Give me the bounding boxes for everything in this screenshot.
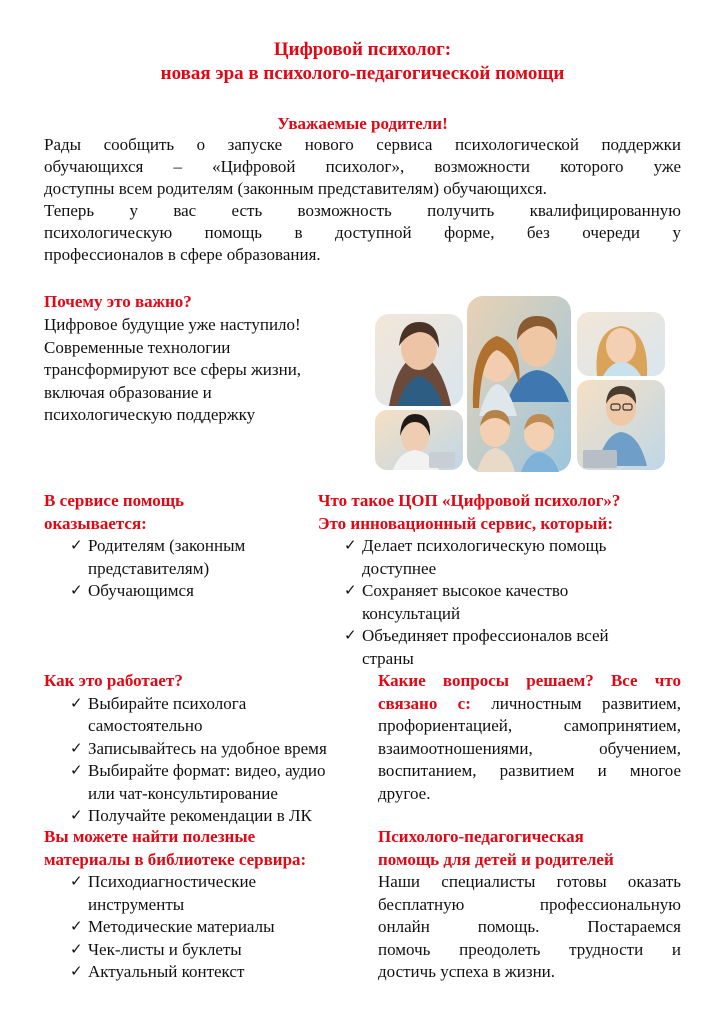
check-icon: ✓	[70, 874, 83, 890]
support-heading: Психолого-педагогическая помощь для детей и родителей	[378, 827, 614, 869]
check-icon: ✓	[70, 583, 83, 599]
library-list	[44, 871, 374, 984]
psychologist-man-laptop	[577, 380, 665, 470]
list-item: ✓ Выбирайте психолога самостоятельно	[70, 693, 247, 735]
what-section	[318, 490, 688, 670]
check-icon: ✓	[70, 695, 83, 712]
check-icon: ✓	[344, 583, 357, 599]
family-illustration	[367, 290, 673, 475]
check-icon: ✓	[70, 919, 83, 935]
list-item: ✓ Актуальный контекст	[44, 961, 374, 984]
intro-text: Рады сообщить о запуске нового сервиса психологической поддержки обучающихся – «Цифровой психолог», возможности которого уже доступны всем родителям (законным представителям) обучающихся. Теперь у вас есть возможность получить квалифицированную психологическую помощь в доступной форме, без очереди у профессионалов в сфере образования.	[44, 135, 681, 264]
how-heading: Как это работает?	[44, 671, 183, 690]
help-section	[44, 490, 314, 603]
greeting: Уважаемые родители!	[277, 114, 448, 133]
list-item: ✓ Объединяет профессионалов всей страны	[344, 626, 609, 668]
illustration-svg	[367, 290, 673, 475]
support-section: Психолого-педагогическая помощь для детей и родителей Наши специалисты готовы оказать бесплатную профессиональную онлайн помощь. Постараемся помочь преодолеть трудности и достичь успеха в жизни.	[378, 827, 681, 981]
check-icon: ✓	[70, 808, 83, 824]
help-list	[44, 535, 314, 603]
questions-heading: Какие вопросы решаем? Все что	[378, 671, 681, 690]
check-icon: ✓	[70, 763, 83, 779]
family-portrait	[467, 296, 571, 472]
help-heading: В сервисе помощь оказывается:	[44, 491, 185, 533]
list-item: ✓ Родителям (законным представителям)	[70, 536, 246, 578]
questions-text-line: связано с: личностным развитием,	[378, 693, 681, 713]
what-heading: Что такое ЦОП «Цифровой психолог»? Это инновационный сервис, который:	[318, 491, 621, 533]
list-item: ✓ Делает психологическую помощь доступнее	[344, 536, 607, 578]
what-list	[318, 535, 688, 670]
psychologist-woman-portrait	[375, 314, 463, 406]
list-item: ✓ Записывайтесь на удобное время	[44, 738, 374, 761]
check-icon: ✓	[344, 628, 357, 644]
how-list	[44, 693, 374, 828]
smiling-woman-portrait	[577, 312, 665, 376]
list-item: ✓ Обучающимся	[44, 580, 314, 603]
library-section	[44, 826, 374, 984]
list-item: ✓ Сохраняет высокое качество консультаций	[344, 581, 569, 623]
check-icon: ✓	[70, 538, 83, 554]
questions-section: Какие вопросы решаем? Все что связано с: личностным развитием, профориентацией, самопринятием, взаимоотношениями, обучением, воспитанием, развитием и многое другое.	[378, 671, 681, 803]
page-title: Цифровой психолог: новая эра в психолого-педагогической помощи	[160, 39, 565, 84]
check-icon: ✓	[70, 941, 83, 958]
list-item: ✓ Методические материалы	[44, 916, 374, 939]
why-heading: Почему это важно?	[44, 292, 192, 311]
list-item: ✓ Выбирайте формат: видео, аудио или чат-консультирование	[70, 761, 326, 803]
check-icon: ✓	[70, 964, 83, 980]
why-text: Цифровое будущие уже наступило! Современные технологии трансформируют все сферы жизни, включая образование и психологическую поддержку	[44, 315, 302, 424]
check-icon: ✓	[344, 538, 357, 554]
psychologist-woman-laptop	[375, 410, 463, 470]
how-section	[44, 670, 374, 828]
check-icon: ✓	[70, 740, 83, 757]
list-item: ✓ Чек-листы и буклеты	[44, 939, 374, 962]
list-item: ✓ Психодиагностические инструменты	[70, 872, 257, 914]
list-item: ✓ Получайте рекомендации в ЛК	[44, 805, 374, 828]
library-heading: Вы можете найти полезные материалы в библиотеке сервира:	[44, 827, 307, 869]
